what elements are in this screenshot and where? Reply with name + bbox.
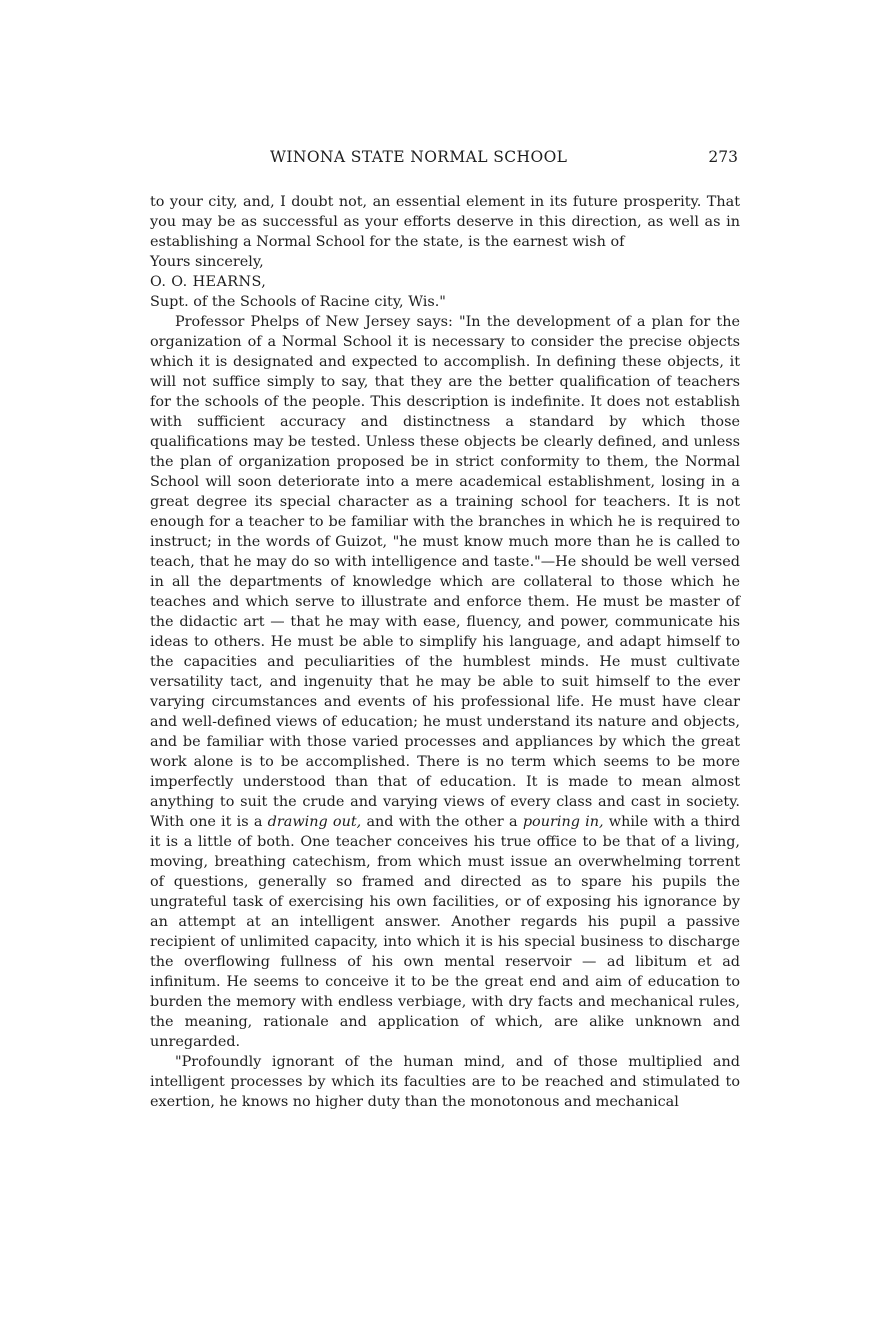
- page-number: 273: [708, 148, 738, 166]
- phelps-text-1: Professor Phelps of New Jersey says: "In the development of a plan for the organization of a Normal School it is necessary to consider the precise objects which it is designated and expected to accomplish. In defining these objects, it will not suffice simply to say, that they are the better qualification of teachers for the schools of the people. This description is indefinite. It does not establish with sufficient accuracy and distinctness a standard by which those qualifications may be tested. Unless these objects be clearly defined, and unless the plan of organization proposed be in strict conformity to them, the Normal School will soon deteriorate into a mere academical establishment, losing in a great degree its special character as a training school for teachers. It is not enough for a teacher to be familiar with the branches in which he is required to instruct; in the words of Guizot, "he must know much more than he is called to teach, that he may do so with intelligence and taste."—He should be well versed in all the departments of knowledge which are collateral to those which he teaches and which serve to illustrate and enforce them. He must be master of the didactic art — that he may with ease, fluency, and power, communicate his ideas to others. He must be able to simplify his language, and adapt himself to the capacities and peculiarities of the humblest minds. He must cultivate versatility tact, and ingenuity that he may be able to suit himself to the ever varying circumstances and events of his professional life. He must have clear and well-defined views of education; he must understand its nature and objects, and be familiar with those varied processes and appliances by which the great work alone is to be accomplished. There is no term which seems to be more imperfectly understood than that of education. It is made to mean almost anything to suit the crude and varying views of every class and cast in society. With one it is a: [150, 314, 740, 830]
- letter-closing: Yours sincerely,: [150, 254, 264, 270]
- phelps-text-2: and with the other a: [366, 814, 518, 830]
- running-head: [150, 148, 738, 172]
- running-title: WINONA STATE NORMAL SCHOOL: [270, 148, 568, 166]
- phelps-italic-pouring-in: pouring in,: [522, 814, 604, 830]
- letter-continuation: to your city, and, I doubt not, an essential element in its future prosperity. That you may be as successful as your efforts deserve in this direction, as well as in establishing a Normal School for the state, is the earnest wish of: [150, 194, 740, 250]
- letter-signer-title: Supt. of the Schools of Racine city, Wis.": [150, 294, 446, 310]
- phelps-text-3: while with a third it is a little of both. One teacher conceives his true office to be that of a living, moving, breathing catechism, from which must issue an overwhelming torrent of questions, generally so framed and directed as to spare his pupils the ungrateful task of exercising his own facilities, or of exposing his ignorance by an attempt at an intelligent answer. Another regards his pupil a passive recipient of unlimited capacity, into which it is his special business to discharge the overflowing fullness of his own mental reservoir — ad libitum et ad infinitum. He seems to conceive it to be the great end and aim of education to burden the memory with endless verbiage, with dry facts and mechanical rules, the meaning, rationale and application of which, are alike unknown and unregarded.: [150, 814, 741, 1050]
- body-text: [150, 192, 740, 1112]
- final-paragraph: "Profoundly ignorant of the human mind, and of those multiplied and intelligent processes by which its faculties are to be reached and stimulated to exertion, he knows no higher duty than the monotonous and mechanical: [150, 1054, 740, 1110]
- phelps-paragraph: [150, 312, 740, 1052]
- phelps-italic-drawing-out: drawing out,: [267, 814, 362, 830]
- letter-signer: O. O. HEARNS,: [150, 274, 267, 290]
